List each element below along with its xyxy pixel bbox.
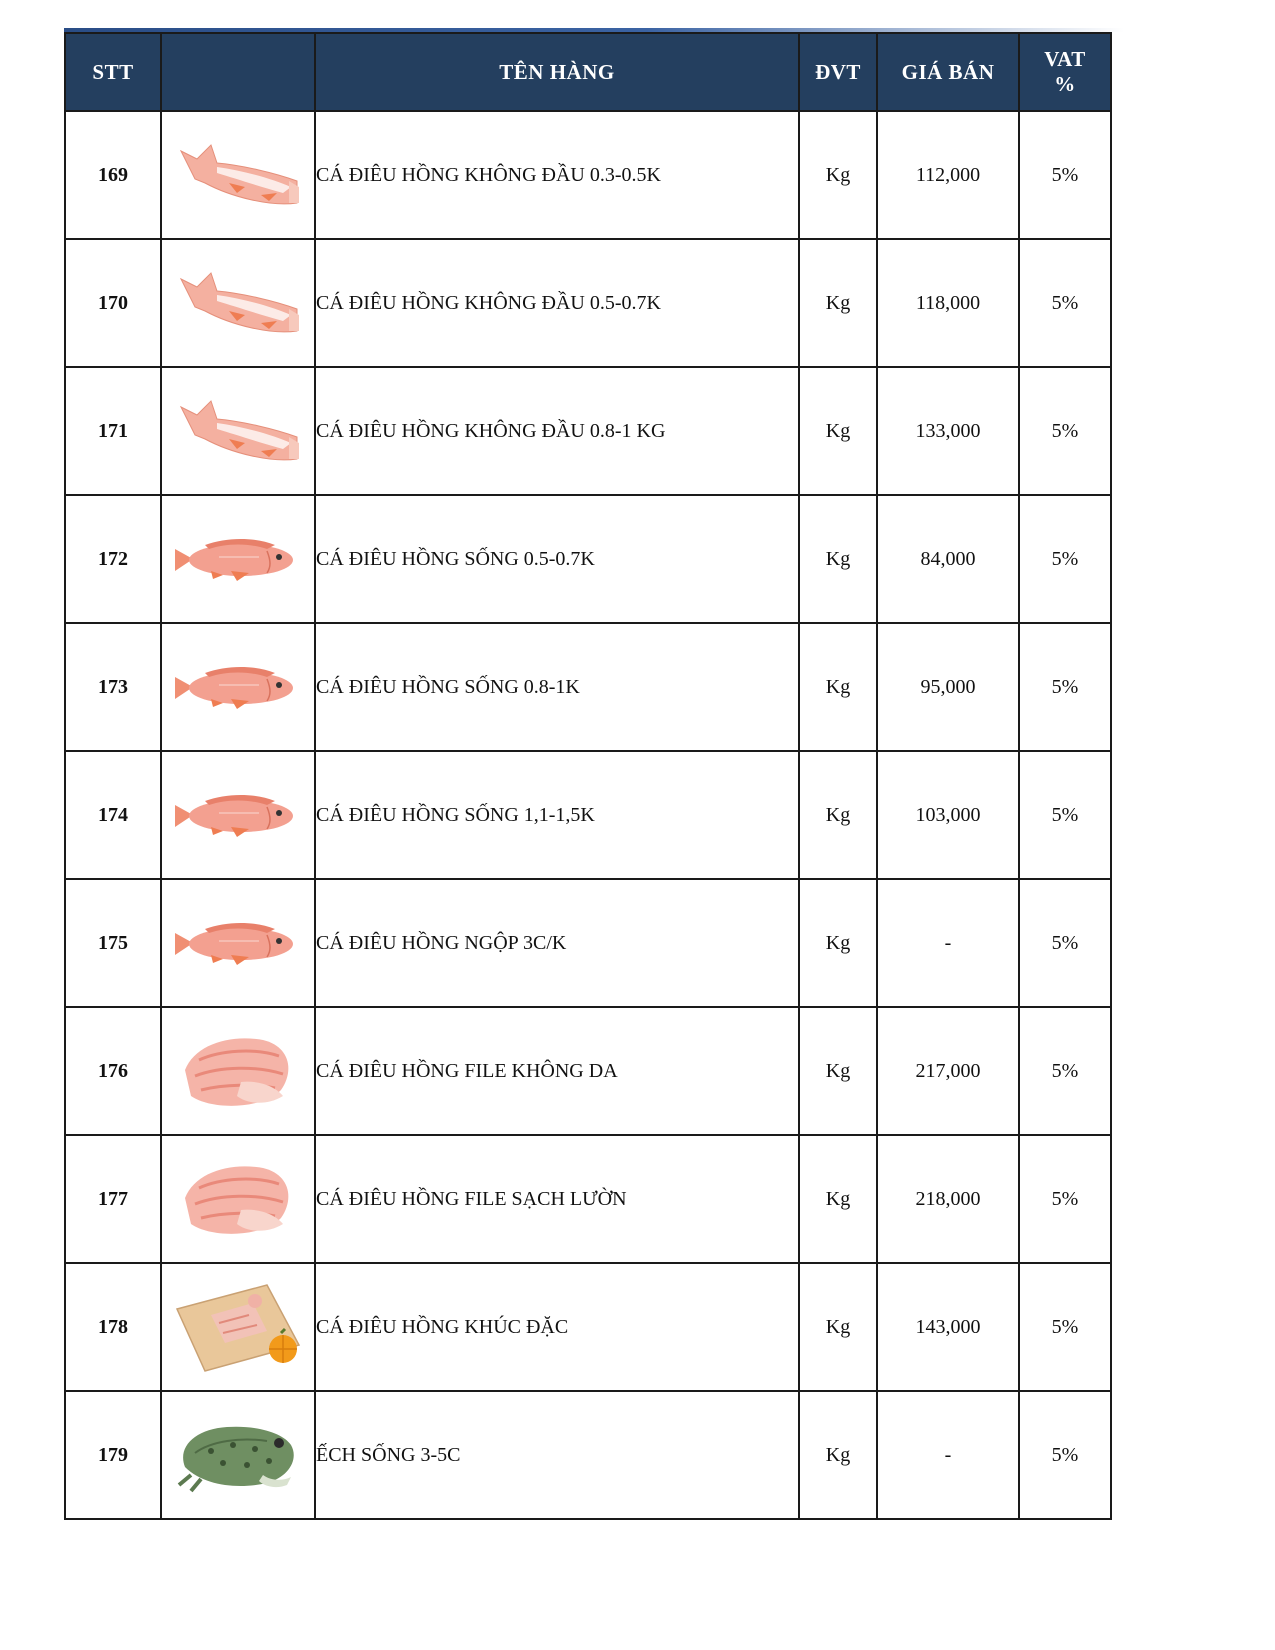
price-table <box>64 32 1112 1520</box>
headless-fish-icon <box>162 265 314 341</box>
row-stt: 171 <box>65 367 161 495</box>
whole-fish-icon <box>162 905 314 981</box>
product-unit: Kg <box>799 751 877 879</box>
row-stt: 176 <box>65 1007 161 1135</box>
product-image <box>161 495 315 623</box>
header-image <box>161 33 315 111</box>
product-name: CÁ ĐIÊU HỒNG NGỘP 3C/K <box>315 879 799 1007</box>
row-stt: 179 <box>65 1391 161 1519</box>
product-unit: Kg <box>799 1007 877 1135</box>
row-stt: 169 <box>65 111 161 239</box>
table-row <box>65 623 1111 751</box>
header-vat <box>1019 33 1111 111</box>
product-vat: 5% <box>1019 1263 1111 1391</box>
header-name: TÊN HÀNG <box>315 33 799 111</box>
product-name: CÁ ĐIÊU HỒNG KHÔNG ĐẦU 0.8-1 KG <box>315 367 799 495</box>
product-name: CÁ ĐIÊU HỒNG SỐNG 0.8-1K <box>315 623 799 751</box>
row-stt: 174 <box>65 751 161 879</box>
product-name: CÁ ĐIÊU HỒNG KHÔNG ĐẦU 0.5-0.7K <box>315 239 799 367</box>
product-price: 103,000 <box>877 751 1019 879</box>
product-image <box>161 879 315 1007</box>
product-vat: 5% <box>1019 1391 1111 1519</box>
fish-fillet-icon <box>162 1154 314 1244</box>
header-stt: STT <box>65 33 161 111</box>
whole-fish-icon <box>162 521 314 597</box>
header-price: GIÁ BÁN <box>877 33 1019 111</box>
product-price: 218,000 <box>877 1135 1019 1263</box>
product-vat: 5% <box>1019 367 1111 495</box>
product-image <box>161 111 315 239</box>
product-name: CÁ ĐIÊU HỒNG KHÚC ĐẶC <box>315 1263 799 1391</box>
product-image <box>161 1007 315 1135</box>
product-image <box>161 1263 315 1391</box>
product-vat: 5% <box>1019 1007 1111 1135</box>
product-image <box>161 239 315 367</box>
header-vat-label: VAT <box>1044 47 1086 71</box>
table-row <box>65 239 1111 367</box>
row-stt: 172 <box>65 495 161 623</box>
row-stt: 175 <box>65 879 161 1007</box>
product-image <box>161 367 315 495</box>
product-price: 217,000 <box>877 1007 1019 1135</box>
product-unit: Kg <box>799 623 877 751</box>
table-row <box>65 751 1111 879</box>
headless-fish-icon <box>162 137 314 213</box>
product-price: 133,000 <box>877 367 1019 495</box>
product-vat: 5% <box>1019 751 1111 879</box>
table-row <box>65 1263 1111 1391</box>
product-name: CÁ ĐIÊU HỒNG SỐNG 0.5-0.7K <box>315 495 799 623</box>
product-vat: 5% <box>1019 879 1111 1007</box>
product-unit: Kg <box>799 495 877 623</box>
product-vat: 5% <box>1019 111 1111 239</box>
product-price: 143,000 <box>877 1263 1019 1391</box>
product-price: 95,000 <box>877 623 1019 751</box>
product-price: - <box>877 879 1019 1007</box>
table-row <box>65 1135 1111 1263</box>
product-image <box>161 1391 315 1519</box>
product-unit: Kg <box>799 111 877 239</box>
product-price: 112,000 <box>877 111 1019 239</box>
product-image <box>161 751 315 879</box>
product-vat: 5% <box>1019 495 1111 623</box>
product-name: ẾCH SỐNG 3-5C <box>315 1391 799 1519</box>
frog-icon <box>162 1415 314 1495</box>
product-name: CÁ ĐIÊU HỒNG FILE SẠCH LƯỜN <box>315 1135 799 1263</box>
product-image <box>161 1135 315 1263</box>
table-row <box>65 1391 1111 1519</box>
product-unit: Kg <box>799 1391 877 1519</box>
header-vat-percent: % <box>1054 72 1076 96</box>
product-unit: Kg <box>799 239 877 367</box>
product-price: - <box>877 1391 1019 1519</box>
product-name: CÁ ĐIÊU HỒNG FILE KHÔNG DA <box>315 1007 799 1135</box>
product-unit: Kg <box>799 1263 877 1391</box>
product-name: CÁ ĐIÊU HỒNG SỐNG 1,1-1,5K <box>315 751 799 879</box>
table-row <box>65 367 1111 495</box>
table-row <box>65 1007 1111 1135</box>
product-unit: Kg <box>799 879 877 1007</box>
product-name: CÁ ĐIÊU HỒNG KHÔNG ĐẦU 0.3-0.5K <box>315 111 799 239</box>
product-vat: 5% <box>1019 239 1111 367</box>
header-unit: ĐVT <box>799 33 877 111</box>
product-vat: 5% <box>1019 623 1111 751</box>
table-row <box>65 495 1111 623</box>
product-image <box>161 623 315 751</box>
fish-steak-board-icon <box>162 1279 314 1375</box>
row-stt: 173 <box>65 623 161 751</box>
fish-fillet-icon <box>162 1026 314 1116</box>
table-header-row <box>65 33 1111 111</box>
headless-fish-icon <box>162 393 314 469</box>
row-stt: 177 <box>65 1135 161 1263</box>
table-row <box>65 111 1111 239</box>
row-stt: 178 <box>65 1263 161 1391</box>
product-vat: 5% <box>1019 1135 1111 1263</box>
product-price: 118,000 <box>877 239 1019 367</box>
product-unit: Kg <box>799 367 877 495</box>
product-unit: Kg <box>799 1135 877 1263</box>
table-row <box>65 879 1111 1007</box>
product-price: 84,000 <box>877 495 1019 623</box>
whole-fish-icon <box>162 777 314 853</box>
whole-fish-icon <box>162 649 314 725</box>
row-stt: 170 <box>65 239 161 367</box>
